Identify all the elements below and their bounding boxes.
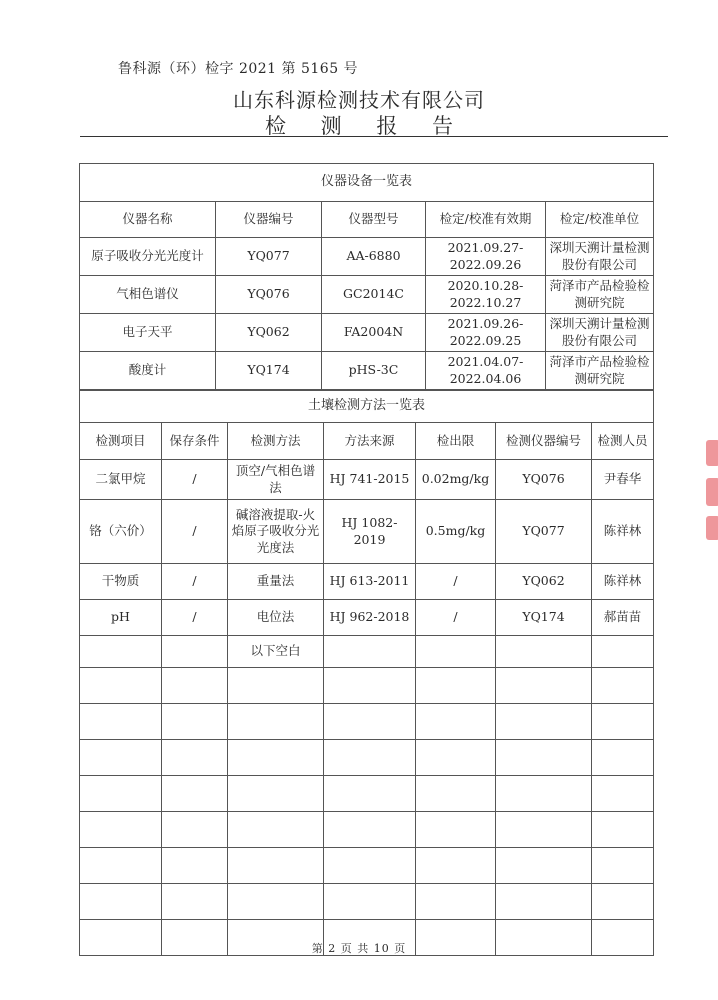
instrument-validity: 2021.04.07-2022.04.06 [426,352,546,390]
table-row [80,460,654,500]
empty-row [80,884,654,920]
page-number: 第 2 页 共 10 页 [311,942,407,955]
table-row [80,564,654,600]
test-item: 铬（六价） [80,500,162,564]
column-header: 仪器名称 [80,202,216,238]
empty-row [80,668,654,704]
test-method: 碱溶液提取-火焰原子吸收分光光度法 [228,500,324,564]
instrument-unit: 深圳天溯计量检测股份有限公司 [546,314,654,352]
table-row [80,352,654,390]
instrument-model: AA-6880 [322,238,426,276]
column-header: 仪器编号 [216,202,322,238]
seal-fragment [706,516,718,540]
empty-row [80,776,654,812]
instrument-validity: 2020.10.28-2022.10.27 [426,276,546,314]
instrument-number: YQ077 [496,500,592,564]
test-method: 重量法 [228,564,324,600]
company-name: 山东科源检测技术有限公司 [233,88,485,112]
method-table [79,390,654,956]
test-method: 电位法 [228,600,324,636]
instrument-model: FA2004N [322,314,426,352]
instrument-number: YQ076 [496,460,592,500]
instrument-table-caption: 仪器设备一览表 [80,164,654,202]
instrument-model: GC2014C [322,276,426,314]
column-header: 检测人员 [592,423,654,460]
storage-condition: / [162,460,228,500]
storage-condition: / [162,500,228,564]
report-number: 鲁科源（环）检字 2021 第 5165 号 [118,61,359,77]
instrument-unit: 菏泽市产品检验检测研究院 [546,276,654,314]
table-row [80,314,654,352]
column-header: 检测仪器编号 [496,423,592,460]
column-header: 检测项目 [80,423,162,460]
instrument-id: YQ062 [216,314,322,352]
test-item: 干物质 [80,564,162,600]
method-source: HJ 962-2018 [324,600,416,636]
column-header: 保存条件 [162,423,228,460]
empty-row [80,812,654,848]
table-row [80,500,654,564]
table-row [80,238,654,276]
method-source: HJ 1082-2019 [324,500,416,564]
column-header: 方法来源 [324,423,416,460]
method-source: HJ 613-2011 [324,564,416,600]
test-item: pH [80,600,162,636]
header-divider [80,136,668,137]
instrument-name: 原子吸收分光光度计 [80,238,216,276]
tester-name: 陈祥林 [592,500,654,564]
column-header: 检测方法 [228,423,324,460]
tester-name: 郝苗苗 [592,600,654,636]
column-header: 检定/校准单位 [546,202,654,238]
instrument-id: YQ077 [216,238,322,276]
tester-name: 尹春华 [592,460,654,500]
column-header: 检定/校准有效期 [426,202,546,238]
instrument-name: 酸度计 [80,352,216,390]
column-header: 仪器型号 [322,202,426,238]
instrument-name: 气相色谱仪 [80,276,216,314]
blank-note: 以下空白 [228,636,324,668]
instrument-name: 电子天平 [80,314,216,352]
detection-limit: / [416,600,496,636]
table-row [80,600,654,636]
tester-name: 陈祥林 [592,564,654,600]
seal-fragment [706,440,718,466]
seal-fragment [706,478,718,506]
report-title: 检 测 报 告 [264,114,468,138]
instrument-id: YQ174 [216,352,322,390]
instrument-id: YQ076 [216,276,322,314]
detection-limit: 0.5mg/kg [416,500,496,564]
empty-row [80,740,654,776]
instrument-header-row [80,202,654,238]
storage-condition: / [162,564,228,600]
empty-row [80,704,654,740]
method-table-caption: 土壤检测方法一览表 [80,391,654,423]
instrument-table [79,163,654,390]
table-row [80,276,654,314]
method-header-row [80,423,654,460]
test-method: 顶空/气相色谱法 [228,460,324,500]
detection-limit: 0.02mg/kg [416,460,496,500]
test-item: 二氯甲烷 [80,460,162,500]
instrument-number: YQ174 [496,600,592,636]
table-row [80,636,654,668]
instrument-validity: 2021.09.27-2022.09.26 [426,238,546,276]
instrument-unit: 菏泽市产品检验检测研究院 [546,352,654,390]
instrument-number: YQ062 [496,564,592,600]
storage-condition: / [162,600,228,636]
method-source: HJ 741-2015 [324,460,416,500]
empty-row [80,848,654,884]
instrument-validity: 2021.09.26-2022.09.25 [426,314,546,352]
instrument-model: pHS-3C [322,352,426,390]
detection-limit: / [416,564,496,600]
column-header: 检出限 [416,423,496,460]
instrument-unit: 深圳天溯计量检测股份有限公司 [546,238,654,276]
